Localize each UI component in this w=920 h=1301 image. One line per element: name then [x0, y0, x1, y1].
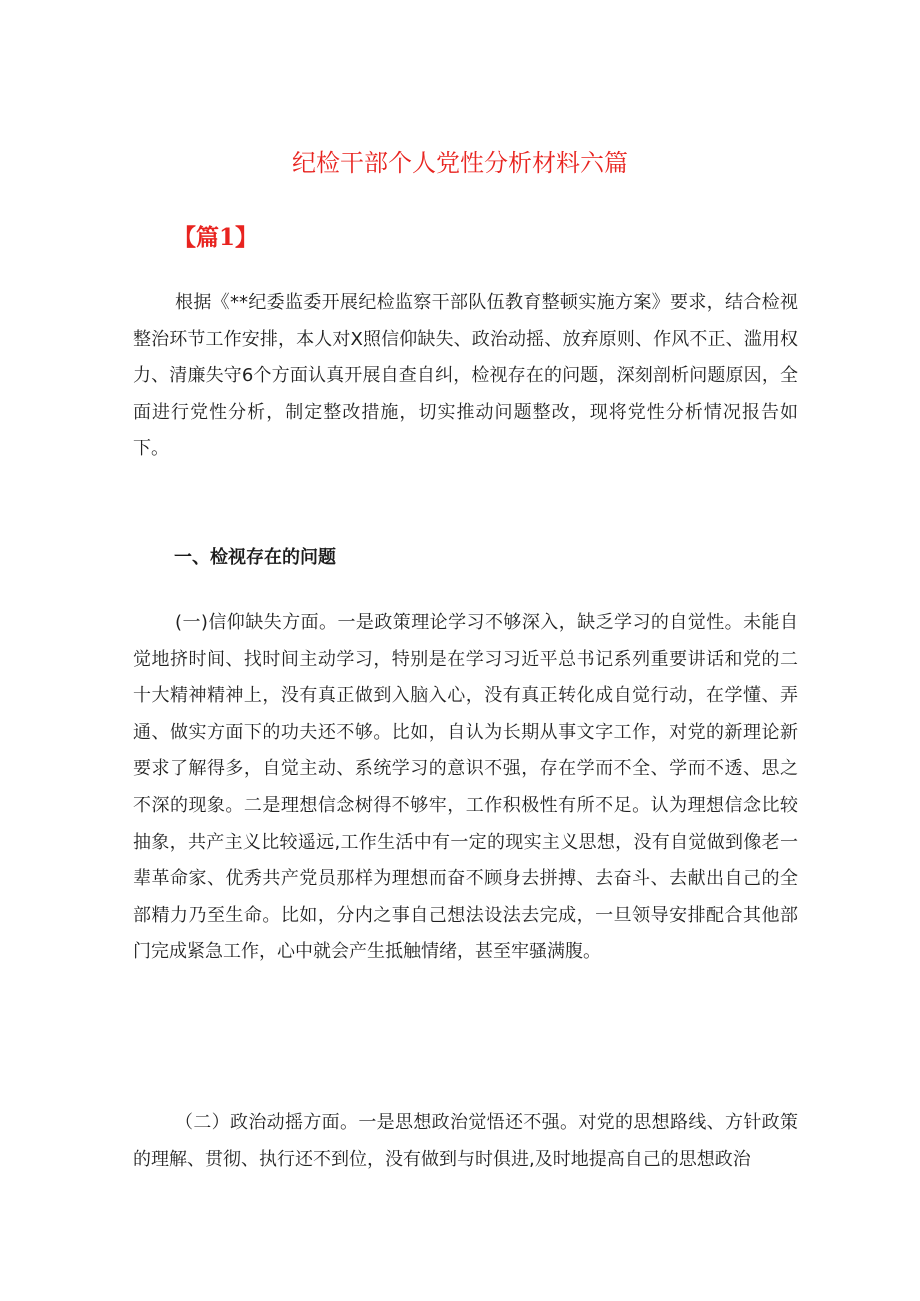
intro-paragraph: 根据《**纪委监委开展纪检监察干部队伍教育整顿实施方案》要求，结合检视整治环节工作安排，本人对X照信仰缺失、政治动摇、放弃原则、作风不正、滥用权力、清廉失守6个方面认真开展自查自纠，检视存在的问题，深刻剖析问题原因，全面进行党性分析，制定整改措施，切实推动问题整改，现将党性分析情况报告如下。: [133, 292, 798, 460]
document-title: 纪检干部个人党性分析材料六篇: [292, 149, 628, 177]
paragraph-faith: (一)信仰缺失方面。一是政策理论学习不够深入，缺乏学习的自觉性。未能自觉地挤时间、找时间主动学习，特别是在学习习近平总书记系列重要讲话和党的二十大精神精神上，没有真正做到入脑入心，没有真正转化成自觉行动，在学懂、弄通、做实方面下的功夫还不够。比如，自认为长期从事文字工作，对党的新理论新要求了解得多，自觉主动、系统学习的意识不强，存在学而不全、学而不透、思之不深的现象。二是理想信念树得不够牢，工作积极性有所不足。认为理想信念比较抽象，共产主义比较遥远,工作生活中有一定的现实主义思想，没有自觉做到像老一辈革命家、优秀共产党员那样为理想而奋不顾身去拼搏、去奋斗、去献出自己的全部精力乃至生命。比如，分内之事自己想法设法去完成，一旦领导安排配合其他部门完成紧急工作，心中就会产生抵触情绪，甚至牢骚满腹。: [133, 612, 798, 963]
paragraph-politics: （二）政治动摇方面。一是思想政治觉悟还不强。对党的思想路线、方针政策的理解、贯彻、执行还不到位，没有做到与时俱进,及时地提高自己的思想政治: [133, 1112, 798, 1170]
heading-problems: 一、检视存在的问题: [174, 547, 336, 568]
section-label: 【篇1】: [173, 224, 259, 251]
